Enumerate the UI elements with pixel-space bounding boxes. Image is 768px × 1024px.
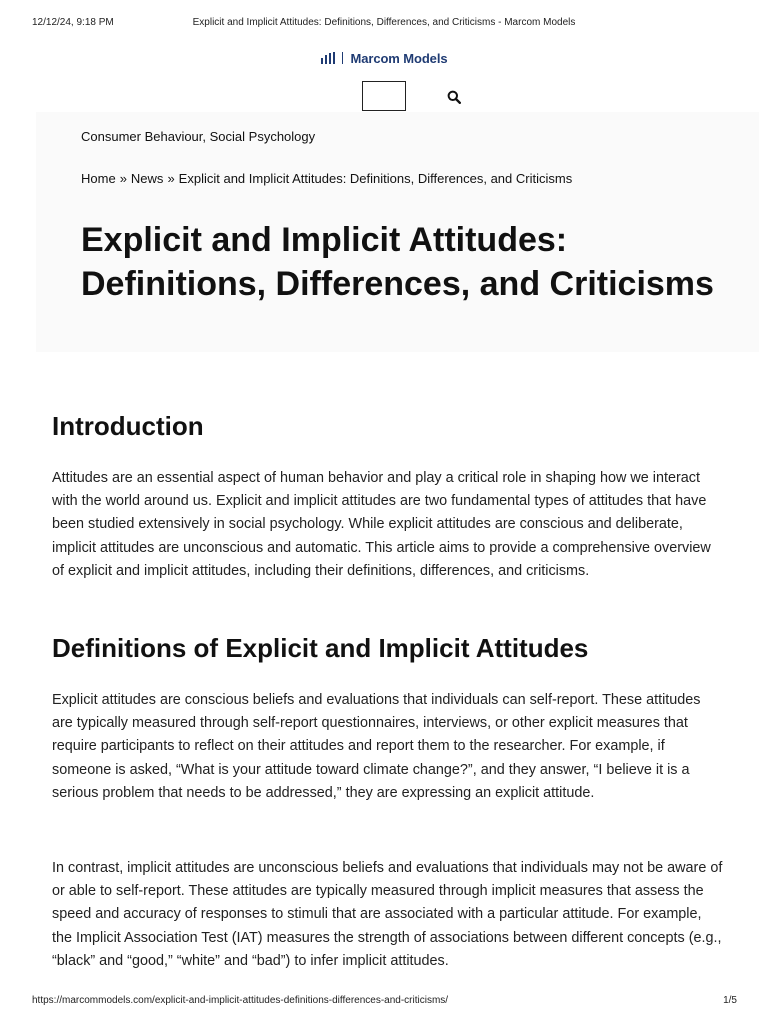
print-date: 12/12/24, 9:18 PM: [32, 17, 114, 28]
print-header: [0, 17, 768, 31]
page-title: Explicit and Implicit Attitudes: Definitions, Differences, and Criticisms: [81, 221, 714, 303]
logo-bars-icon: [321, 52, 343, 64]
search-input[interactable]: [362, 81, 406, 111]
breadcrumb-current: Explicit and Implicit Attitudes: Definitions, Differences, and Criticisms: [178, 171, 573, 186]
introduction-paragraph: Attitudes are an essential aspect of human behavior and play a critical role in shaping how we interact with the world around us. Explicit and implicit attitudes are two fundamental types of attitudes that have been studied extensively in social psychology. While explicit attitudes are conscious and deliberate, implicit attitudes are unconscious and automatic. This article aims to provide a comprehensive overview of explicit and implicit attitudes, including their definitions, differences, and criticisms.: [52, 470, 711, 579]
breadcrumb-separator: »: [167, 171, 175, 186]
breadcrumb-separator: »: [119, 171, 127, 186]
definitions-paragraph-implicit: In contrast, implicit attitudes are unconscious beliefs and evaluations that individuals may not be aware of or able to self-report. These attitudes are typically measured through implicit measures that assess the speed and accuracy of responses to stimuli that are associated with a particular attitude. For example, the Implicit Association Test (IAT) measures the strength of associations between different concepts (e.g., “black” and “good,” “white” and “bad”) to infer implicit attitudes.: [52, 860, 723, 969]
breadcrumb: [81, 171, 572, 186]
article-categories[interactable]: Consumer Behaviour, Social Psychology: [81, 129, 316, 144]
section-heading-definitions: Definitions of Explicit and Implicit Attitudes: [52, 633, 589, 663]
site-logo[interactable]: [0, 48, 768, 68]
breadcrumb-news-link[interactable]: News: [130, 171, 164, 186]
search-icon[interactable]: [447, 90, 461, 104]
breadcrumb-home-link[interactable]: Home: [81, 171, 116, 186]
section-heading-introduction: Introduction: [52, 411, 204, 441]
definitions-paragraph-explicit: Explicit attitudes are conscious beliefs and evaluations that individuals can self-report. These attitudes are typically measured through self-report questionnaires, interviews, or other explicit measures that require participants to reflect on their attitudes and report them to the researcher. For example, if someone is asked, “What is your attitude toward climate change?”, and they answer, “I believe it is a serious problem that needs to be addressed,” they are expressing an explicit attitude.: [52, 692, 701, 801]
print-url: https://marcommodels.com/explicit-and-implicit-attitudes-definitions-differences-and-criticisms/: [32, 995, 449, 1006]
print-doc-title: Explicit and Implicit Attitudes: Definitions, Differences, and Criticisms - Marcom Models: [192, 17, 576, 28]
print-page-number: 1/5: [723, 995, 737, 1006]
print-footer: [0, 995, 768, 1009]
logo-text: Marcom Models: [350, 50, 448, 66]
